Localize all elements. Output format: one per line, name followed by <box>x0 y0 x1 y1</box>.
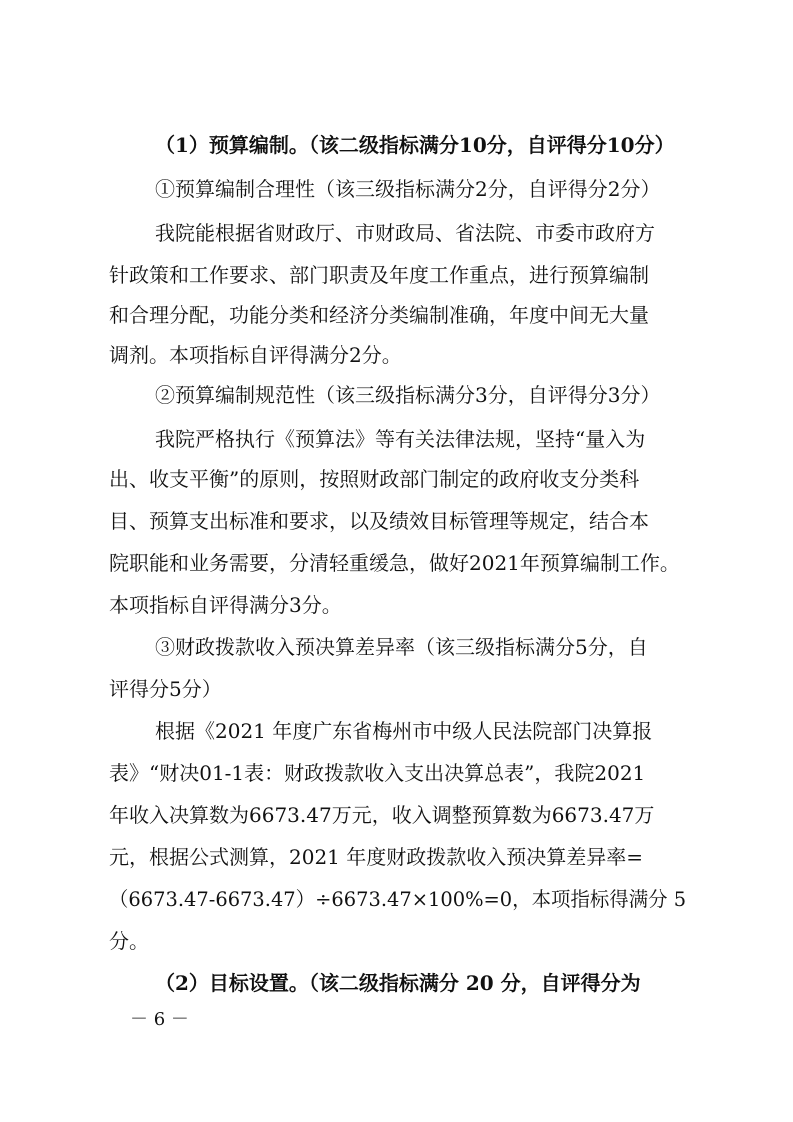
section-heading-budget-preparation: （1）预算编制。（该二级指标满分10分，自评得分10分） <box>155 133 675 157</box>
paragraph-line: 表》“财决01-1表：财政拨款收入支出决算总表”，我院2021 <box>109 761 646 785</box>
paragraph-line: 我院严格执行《预算法》等有关法律法规，坚持“量入为 <box>155 427 646 451</box>
subsection-heading-rationality: ①预算编制合理性（该三级指标满分2分，自评得分2分） <box>155 177 661 201</box>
paragraph-line: 我院能根据省财政厅、市财政局、省法院、市委市政府方 <box>155 221 655 245</box>
paragraph-line: 调剂。本项指标自评得满分2分。 <box>109 343 402 367</box>
page-number: － 6 － <box>130 1009 189 1030</box>
subsection-heading-variance-rate: ③财政拨款收入预决算差异率（该三级指标满分5分，自 <box>155 635 648 659</box>
paragraph-line: 和合理分配，功能分类和经济分类编制准确，年度中间无大量 <box>109 303 649 327</box>
paragraph-line: 出、收支平衡”的原则，按照财政部门制定的政府收支分类科 <box>109 467 640 491</box>
section-heading-target-setting: （2）目标设置。（该二级指标满分 20 分，自评得分为 <box>155 971 641 995</box>
paragraph-line: 根据《2021 年度广东省梅州市中级人民法院部门决算报 <box>155 719 653 743</box>
paragraph-line: 分。 <box>109 929 149 953</box>
paragraph-line: 元，根据公式测算，2021 年度财政拨款收入预决算差异率= <box>109 845 644 869</box>
paragraph-line: （6673.47-6673.47）÷6673.47×100%=0，本项指标得满分 5 <box>109 887 687 911</box>
paragraph-line: 院职能和业务需要，分清轻重缓急，做好2021年预算编制工作。 <box>109 551 680 575</box>
paragraph-line: 评得分5分） <box>109 677 222 701</box>
paragraph-line: 目、预算支出标准和要求，以及绩效目标管理等规定，结合本 <box>109 509 649 533</box>
subsection-heading-standardization: ②预算编制规范性（该三级指标满分3分，自评得分3分） <box>155 383 661 407</box>
paragraph-line: 本项指标自评得满分3分。 <box>109 593 342 617</box>
paragraph-line: 针政策和工作要求、部门职责及年度工作重点，进行预算编制 <box>109 263 649 287</box>
paragraph-line: 年收入决算数为6673.47万元，收入调整预算数为6673.47万 <box>109 803 655 827</box>
